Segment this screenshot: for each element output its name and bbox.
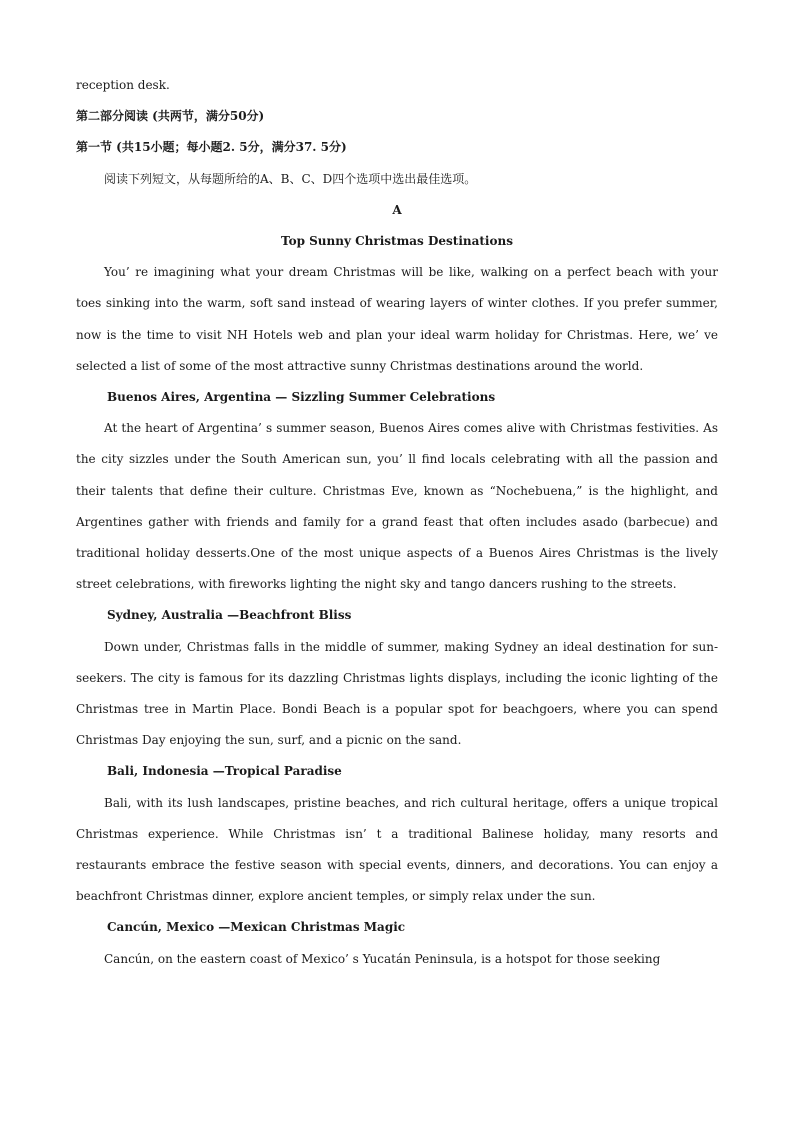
intro-paragraph: You’ re imagining what your dream Christmas will be like, walking on a perfect beach with your toes sinking into the warm, soft sand instead of wearing layers of winter clothes. If you prefer summer, now is the time to visit NH Hotels web and plan your ideal warm holiday for Christmas. Here, we’ ve selected a list of some of the most attractive sunny Christmas destinations around the world. — [76, 265, 718, 373]
section-heading-bali: Bali, Indonesia —Tropical Paradise — [107, 764, 342, 779]
document-page — [76, 70, 718, 975]
instruction: 阅读下列短文，从每题所给的A、B、C、D四个选项中选出最佳选项。 — [104, 171, 477, 186]
lead-line: reception desk. — [76, 78, 170, 92]
part-title: 第二部分阅读 (共两节，满分50分) — [76, 109, 265, 124]
passage-title: Top Sunny Christmas Destinations — [281, 234, 513, 249]
section-heading-sydney: Sydney, Australia —Beachfront Bliss — [107, 608, 352, 623]
passage-letter: A — [392, 202, 402, 217]
section-heading-cancun: Cancún, Mexico —Mexican Christmas Magic — [107, 920, 406, 935]
section-heading-buenos-aires: Buenos Aires, Argentina — Sizzling Summer Celebrations — [107, 390, 496, 405]
section-title: 第一节 (共15小题；每小题2. 5分，满分37. 5分) — [76, 140, 347, 155]
section-body-cancun: Cancún, on the eastern coast of Mexico’ s Yucatán Peninsula, is a hotspot for those seeking — [104, 951, 661, 966]
section-body-buenos-aires: At the heart of Argentina’ s summer season, Buenos Aires comes alive with Christmas festivities. As the city sizzles under the South American sun, you’ ll find locals celebrating with all the passion and their talents that define their culture. Christmas Eve, known as “Nochebuena,” is the highlight, and Argentines gather with friends and family for a grand feast that often includes asado (barbecue) and traditional holiday desserts.One of the most unique aspects of a Buenos Aires Christmas is the lively street celebrations, with fireworks lighting the night sky and tango dancers rushing to the streets. — [76, 421, 718, 592]
section-body-sydney: Down under, Christmas falls in the middle of summer, making Sydney an ideal destination for sun-seekers. The city is famous for its dazzling Christmas lights displays, including the iconic lighting of the Christmas tree in Martin Place. Bondi Beach is a popular spot for beachgoers, where you can spend Christmas Day enjoying the sun, surf, and a picnic on the sand. — [76, 639, 718, 748]
section-body-bali: Bali, with its lush landscapes, pristine beaches, and rich cultural heritage, offers a unique tropical Christmas experience. While Christmas isn’ t a traditional Balinese holiday, many resorts and restaurants embrace the festive season with special events, dinners, and decorations. You can enjoy a beachfront Christmas dinner, explore ancient temples, or simply relax under the sun. — [76, 795, 718, 904]
